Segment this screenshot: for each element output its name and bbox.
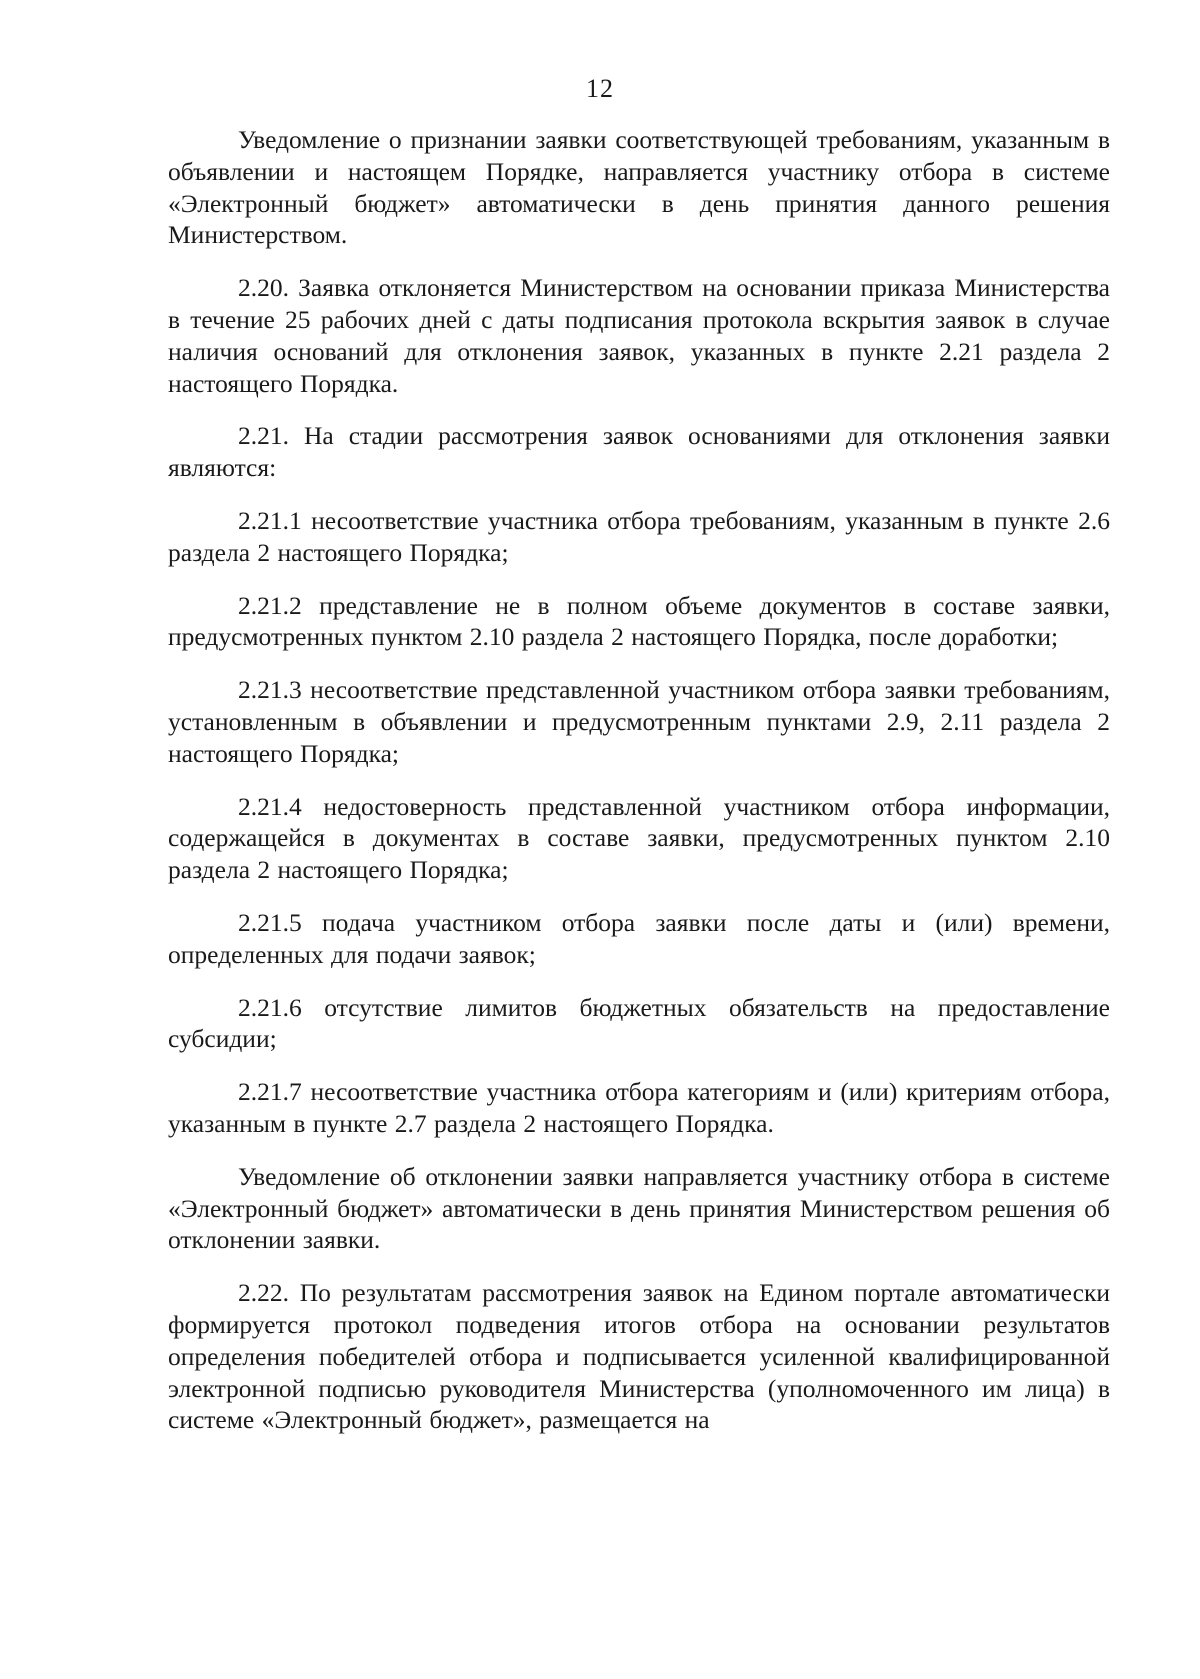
paragraph-2-21-5: 2.21.5 подача участником отбора заявки после даты и (или) времени, определенных для подачи заявок; [168,907,1110,969]
paragraph-2-21-3: 2.21.3 несоответствие представленной участником отбора заявки требованиям, установленным в объявлении и предусмотренным пунктами 2.9, 2.11 раздела 2 настоящего Порядка; [168,675,1110,768]
paragraph-2-21-2: 2.21.2 представление не в полном объеме документов в составе заявки, предусмотренных пунктом 2.10 раздела 2 настоящего Порядка, после доработки; [168,590,1110,652]
paragraph-notice-rejected: Уведомление об отклонении заявки направляется участнику отбора в системе «Электронный бюджет» автоматически в день принятия Министерством решения об отклонении заявки. [168,1161,1110,1255]
page-number: 12 [586,74,614,103]
document-body [168,124,1110,1436]
paragraph-2-21-4: 2.21.4 недостоверность представленной участником отбора информации, содержащейся в документах в составе заявки, предусмотренных пунктом 2.10 раздела 2 настоящего Порядка; [168,791,1110,885]
paragraph-2-22: 2.22. По результатам рассмотрения заявок на Едином портале автоматически формируется протокол подведения итогов отбора на основании результатов определения победителей отбора и подписывается усиленной квалифицированной электронной подписью руководителя Министерства (уполномоченного им лица) в системе «Электронный бюджет», размещается на [168,1278,1110,1435]
paragraph-2-21-1: 2.21.1 несоответствие участника отбора требованиям, указанным в пункте 2.6 раздела 2 настоящего Порядка; [168,505,1110,567]
paragraph-2-21-7: 2.21.7 несоответствие участника отбора категориям и (или) критериям отбора, указанным в пункте 2.7 раздела 2 настоящего Порядка. [168,1077,1110,1138]
paragraph-2-20: 2.20. Заявка отклоняется Министерством на основании приказа Министерства в течение 25 рабочих дней с даты подписания протокола вскрытия заявок в случае наличия оснований для отклонения заявок, указанных в пункте 2.21 раздела 2 настоящего Порядка. [168,273,1110,398]
paragraph-notice-accepted: Уведомление о признании заявки соответствующей требованиям, указанным в объявлении и настоящем Порядке, направляется участнику отбора в системе «Электронный бюджет» автоматически в день принятия данного решения Министерством. [168,125,1110,250]
paragraph-2-21: 2.21. На стадии рассмотрения заявок основаниями для отклонения заявки являются: [168,421,1110,483]
paragraph-2-21-6: 2.21.6 отсутствие лимитов бюджетных обязательств на предоставление субсидии; [168,992,1110,1054]
